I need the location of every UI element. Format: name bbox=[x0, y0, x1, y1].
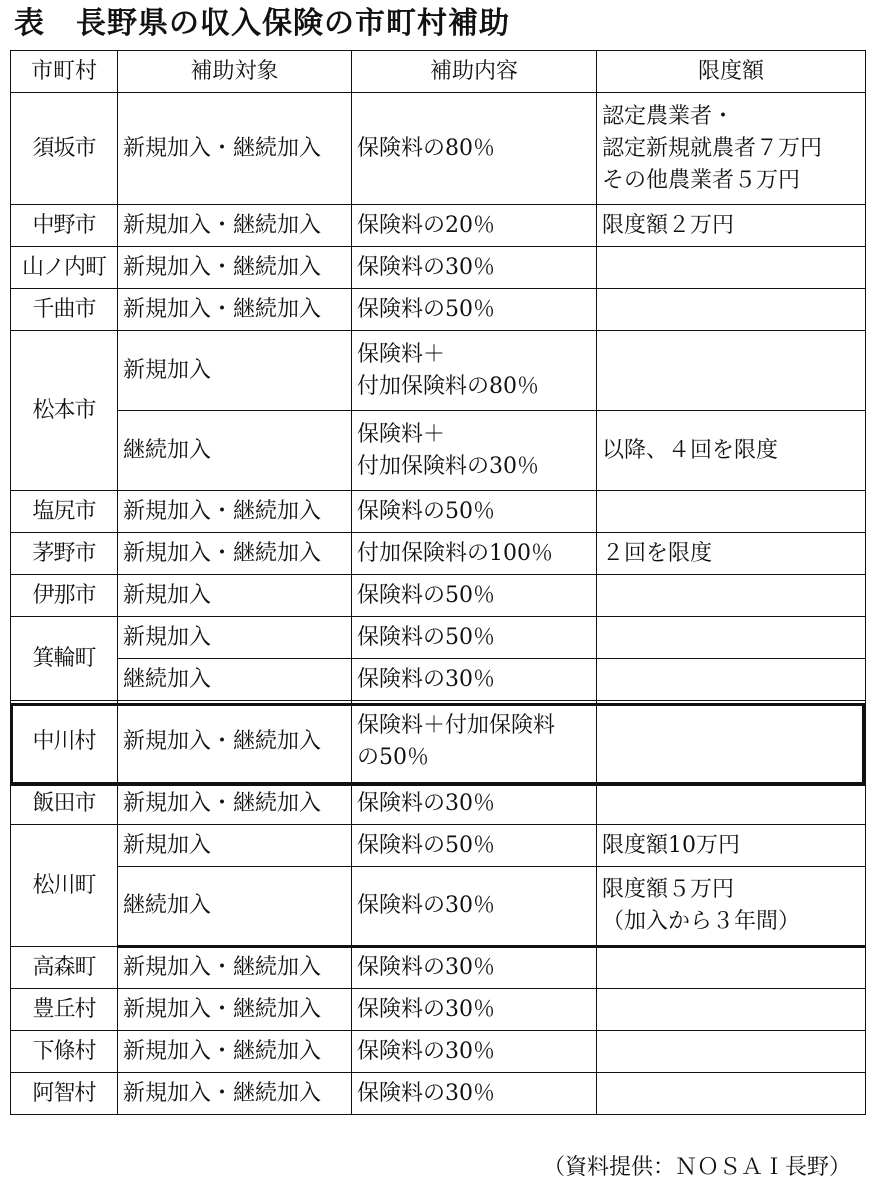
content-line: 付加保険料の80％ bbox=[357, 373, 539, 399]
table-row-highlighted bbox=[11, 701, 866, 783]
header-row bbox=[11, 51, 866, 93]
content-cell: 保険料の50％ bbox=[352, 491, 597, 533]
city-cell: 須坂市 bbox=[11, 93, 118, 205]
subject-cell: 新規加入・継続加入 bbox=[118, 1073, 352, 1115]
table-row bbox=[11, 247, 866, 289]
limit-line: 限度額５万円 bbox=[602, 877, 735, 902]
content-cell: 保険料の50％ bbox=[352, 825, 597, 867]
subject-cell: 新規加入・継続加入 bbox=[118, 205, 352, 247]
city-cell: 塩尻市 bbox=[11, 491, 118, 533]
table-row bbox=[11, 533, 866, 575]
content-cell: 保険料の30％ bbox=[352, 867, 597, 947]
table-row bbox=[11, 947, 866, 989]
limit-cell: ２回を限度 bbox=[597, 533, 866, 575]
city-cell: 山ノ内町 bbox=[11, 247, 118, 289]
subject-cell: 新規加入 bbox=[118, 575, 352, 617]
limit-cell bbox=[597, 247, 866, 289]
limit-cell bbox=[597, 701, 866, 783]
subject-cell: 新規加入・継続加入 bbox=[118, 93, 352, 205]
table-row bbox=[11, 411, 866, 491]
header-content: 補助内容 bbox=[352, 51, 597, 93]
content-cell: 付加保険料の100％ bbox=[352, 533, 597, 575]
city-cell: 松本市 bbox=[11, 331, 118, 491]
limit-cell bbox=[597, 331, 866, 411]
limit-cell: 限度額10万円 bbox=[597, 825, 866, 867]
header-city: 市町村 bbox=[11, 51, 118, 93]
content-line: 付加保険料の30％ bbox=[357, 453, 539, 479]
content-cell bbox=[352, 701, 597, 783]
limit-cell bbox=[597, 1031, 866, 1073]
subsidy-table bbox=[10, 50, 866, 1115]
limit-cell bbox=[597, 617, 866, 659]
content-cell: 保険料の30％ bbox=[352, 1031, 597, 1073]
city-cell: 阿智村 bbox=[11, 1073, 118, 1115]
content-cell: 保険料の50％ bbox=[352, 575, 597, 617]
content-cell: 保険料の30％ bbox=[352, 247, 597, 289]
table-row bbox=[11, 989, 866, 1031]
limit-cell bbox=[597, 1073, 866, 1115]
table-row bbox=[11, 331, 866, 411]
city-cell: 豊丘村 bbox=[11, 989, 118, 1031]
subject-cell: 新規加入 bbox=[118, 331, 352, 411]
content-cell: 保険料の20％ bbox=[352, 205, 597, 247]
table-row bbox=[11, 1073, 866, 1115]
limit-line: その他農業者５万円 bbox=[602, 167, 801, 193]
table-row bbox=[11, 783, 866, 825]
subject-cell: 新規加入・継続加入 bbox=[118, 533, 352, 575]
city-cell: 松川町 bbox=[11, 825, 118, 947]
subject-cell: 継続加入 bbox=[118, 411, 352, 491]
limit-cell bbox=[597, 491, 866, 533]
table-row bbox=[11, 1031, 866, 1073]
table-row bbox=[11, 867, 866, 947]
limit-cell bbox=[597, 947, 866, 989]
table-row bbox=[11, 491, 866, 533]
page-title: 表 長野県の収入保険の市町村補助 bbox=[14, 6, 510, 41]
city-cell: 飯田市 bbox=[11, 783, 118, 825]
table-row bbox=[11, 659, 866, 701]
table-row bbox=[11, 93, 866, 205]
city-cell: 伊那市 bbox=[11, 575, 118, 617]
city-cell: 下條村 bbox=[11, 1031, 118, 1073]
table-row bbox=[11, 825, 866, 867]
limit-cell: 限度額２万円 bbox=[597, 205, 866, 247]
limit-line: （加入から３年間） bbox=[602, 909, 801, 934]
subject-cell: 新規加入・継続加入 bbox=[118, 947, 352, 989]
limit-cell bbox=[597, 575, 866, 617]
limit-cell: 以降、４回を限度 bbox=[597, 411, 866, 491]
content-cell: 保険料の50％ bbox=[352, 617, 597, 659]
table-row bbox=[11, 289, 866, 331]
content-cell: 保険料の30％ bbox=[352, 783, 597, 825]
city-cell: 箕輪町 bbox=[11, 617, 118, 701]
limit-cell bbox=[597, 93, 866, 205]
content-line: の50％ bbox=[357, 744, 429, 770]
city-cell: 中川村 bbox=[11, 701, 118, 783]
subject-cell: 継続加入 bbox=[118, 867, 352, 947]
subject-cell: 新規加入・継続加入 bbox=[118, 1031, 352, 1073]
subject-cell: 新規加入・継続加入 bbox=[118, 989, 352, 1031]
subject-cell: 新規加入・継続加入 bbox=[118, 491, 352, 533]
limit-cell bbox=[597, 783, 866, 825]
content-cell: 保険料の30％ bbox=[352, 947, 597, 989]
limit-cell bbox=[597, 867, 866, 947]
content-line: 保険料＋ bbox=[357, 421, 446, 447]
subject-cell: 新規加入 bbox=[118, 617, 352, 659]
content-cell: 保険料の30％ bbox=[352, 1073, 597, 1115]
limit-line: 認定新規就農者７万円 bbox=[602, 135, 823, 161]
table-row bbox=[11, 205, 866, 247]
source-credit: （資料提供：ＮＯＳＡＩ長野） bbox=[542, 1155, 851, 1180]
content-cell: 保険料の30％ bbox=[352, 659, 597, 701]
city-cell: 千曲市 bbox=[11, 289, 118, 331]
content-cell: 保険料の50％ bbox=[352, 289, 597, 331]
subject-cell: 新規加入・継続加入 bbox=[118, 783, 352, 825]
table-row bbox=[11, 575, 866, 617]
limit-cell bbox=[597, 289, 866, 331]
content-cell: 保険料の80％ bbox=[352, 93, 597, 205]
city-cell: 茅野市 bbox=[11, 533, 118, 575]
subject-cell: 継続加入 bbox=[118, 659, 352, 701]
city-cell: 中野市 bbox=[11, 205, 118, 247]
limit-cell bbox=[597, 989, 866, 1031]
subject-cell: 新規加入 bbox=[118, 825, 352, 867]
header-subject: 補助対象 bbox=[118, 51, 352, 93]
content-line: 保険料＋ bbox=[357, 341, 446, 367]
subject-cell: 新規加入・継続加入 bbox=[118, 701, 352, 783]
content-line: 保険料＋付加保険料 bbox=[357, 712, 556, 738]
header-limit: 限度額 bbox=[597, 51, 866, 93]
content-cell bbox=[352, 411, 597, 491]
table-row bbox=[11, 617, 866, 659]
subject-cell: 新規加入・継続加入 bbox=[118, 247, 352, 289]
city-cell: 高森町 bbox=[11, 947, 118, 989]
content-cell: 保険料の30％ bbox=[352, 989, 597, 1031]
subject-cell: 新規加入・継続加入 bbox=[118, 289, 352, 331]
limit-line: 認定農業者・ bbox=[602, 103, 735, 129]
content-cell bbox=[352, 331, 597, 411]
limit-cell bbox=[597, 659, 866, 701]
